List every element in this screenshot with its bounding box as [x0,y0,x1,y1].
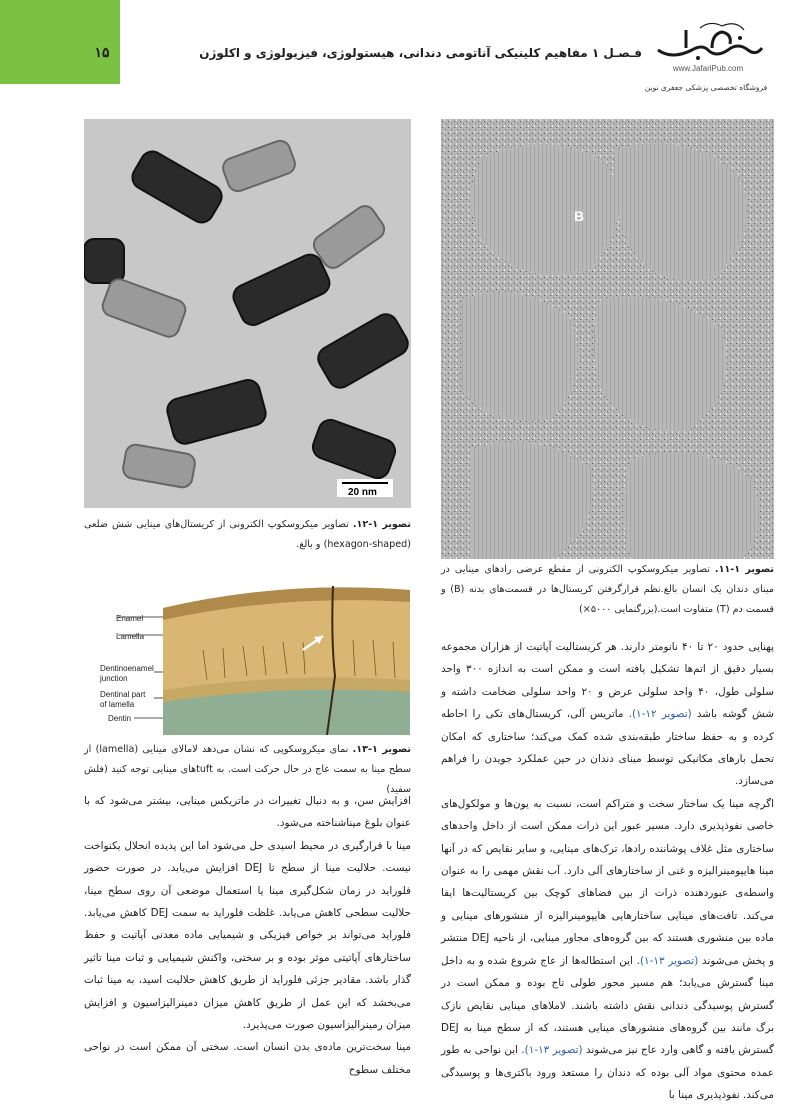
paragraph: پهنایی حدود ۲۰ تا ۴۰ نانومتر دارند. هر کریستالیت آپاتیت از هزاران مجموعه بسیار دقیق از اتم‌ها تشکیل یافته است و ممکن است به اندازه ۳۰۰ واحد سلولی طول، ۴۰ واحد سلولی عرض و ۲۰ واحد سلولی ضخامت داشته و شش گوشه باشد (تصویر ۱۲-۱). ماتریس آلی، کریستال‌های تکی را احاطه کرده و به حفظ ساختار طبقه‌بندی شده کمک می‌کند؛ ساختاری که امکان تحمل بارهای مکانیکی توسط مینای دندان در حین عملکرد جویدن را فراهم می‌سازد. [441,641,775,788]
figure-12-caption-text: تصاویر میکروسکوپ الکترونی از کریستال‌های مینایی شش ضلعی (hexagon-shaped) و بالغ. [84,519,411,550]
page-number-box [0,0,120,84]
paragraph: افزایش سن، و به دنبال تغییرات در ماتریکس مینایی، بیشتر می‌شود که با عنوان بلوغ میناشناخته می‌شود. [84,795,411,830]
running-head: فـصـل ۱ مفاهیم کلینیکی آناتومی دندانی، هیستولوژی، فیزیولوژی و اکلوژن [199,46,642,60]
paragraph: مینا سخت‌ترین ماده‌ی بدن انسان است. سختی آن ممکن است در نواحی مختلف سطوح [84,1041,411,1076]
figure-11-caption [441,560,774,620]
figure-reference-link[interactable]: (تصویر ۱۳-۱) [639,954,699,967]
label-enamel: Enamel [116,614,144,623]
label-dentinal-part: Dentinal part of lamella [100,690,146,709]
figure-11-label-b: B [574,208,585,224]
logo-tagline: فروشگاه تخصصی پزشکی جعفری نوین [644,83,768,92]
label-dentin: Dentin [108,714,132,723]
left-body-column [84,790,411,1081]
scale-bar-label: 20 nm [348,487,377,498]
figure-12-micrograph [84,119,411,508]
label-dentinoenamel-junction: Dentinoenamel junction [100,664,154,683]
figure-13-leader-lines [84,600,166,730]
figure-12-caption-title: تصویر ۱-۱۲. [352,519,411,530]
paragraph: اگرچه مینا یک ساختار سخت و متراکم است، نسبت به یون‌ها و مولکول‌های خاصی نفوذپذیری دارد. مسیر عبور این ذرات ممکن است از داخل واحدهای ساختاری مثل غلاف پوشاننده رادها، ترک‌های مینایی، و سایر نقایص که در آنها مینا هایپومینرالیزه و غنی از ساختارهای آلی دارد. آب نقش مهمی را به عنوان واسطه‌ی عبوردهنده ذرات از بین فضاهای کوچک بین کریستالیت‌ها ایفا می‌کند. تافت‌های مینایی ساختارهایی هایپومینرالیزه از منشورهای مینایی و ماده بین منشوری هستند که بین گروه‌های مجاور مینایی، از ناحیه DEJ منتشر و پخش می‌شوند (تصویر ۱۳-۱). این استطاله‌ها از عاج شروع شده و به داخل مینا گسترش می‌یابد؛ هم مسیر محور طولی تاج بوده و ممکن است در گسترش پوسیدگی دندانی نقش داشته باشند. لاملاهای مینایی نقایص نازک برگ مانند بین گروه‌های منشورهای مینایی هستند، که از سطح مینا به DEJ گسترش یافته و گاهی وارد عاج نیز می‌شوند (تصویر ۱۳-۱). این نواحی به طور عمده محتوی مواد آلی بوده که دندان را مستعد ورود باکتری‌ها و پوسیدگی می‌کند. نفوذپذیری مینا با [441,797,774,1102]
figure-12-caption [84,515,411,555]
page-number: ۱۵ [94,44,110,60]
figure-11-caption-title: تصویر ۱-۱۱. [714,564,775,575]
label-lamella: Lamella [116,632,145,641]
figure-13-micrograph [163,580,410,735]
logo-url: www.JafariPub.com [672,64,744,73]
figure-13-caption-title: تصویر ۱-۱۳. [352,744,412,755]
paragraph: مینا با قرارگیری در محیط اسیدی حل می‌شود اما این پدیده انحلال یکنواخت نیست. حلالیت مینا از سطح تا DEJ افزایش می‌یابد. در صورت حضور فلوراید در زمان شکل‌گیری مینا یا استعمال موضعی آن روی سطح مینا، حلالیت سطحی کاهش می‌یابد. غلظت فلوراید به سمت DEJ کاهش می‌یابد. فلوراید می‌تواند بر خواص فیزیکی و شیمیایی ماده معدنی آپاتیت و حفظ ساختارهای آپاتیتی موثر بوده و بر سختی، واکنش شیمیایی و ثبات مینا تاثیر گذار باشد. مقادیر جزئی فلوراید از طریق کاهش حلالیت اسید، به مینا ثبات می‌بخشد که این عمل از طریق کاهش میزان دمینرالیزاسیون و افزایش میزان رمینرالیزاسیون صورت می‌پذیرد. [84,839,412,1032]
figure-11-caption-text: تصاویر میکروسکوپ الکترونی از مقطع عرضی رادهای مینایی در مینای دندان یک انسان بالغ.نظم قرارگرفتن کریستال‌ها در قسمت‌های بدنه (B) و قسمت دم (T) متفاوت است.(بزرگنمایی ۵۰۰۰×) [441,564,774,615]
figure-11-micrograph [441,119,774,559]
figure-reference-link[interactable]: (تصویر ۱۳-۱) [524,1044,583,1057]
figure-reference-link[interactable]: (تصویر ۱۲-۱) [631,708,692,721]
right-body-column [441,636,774,1107]
figure-13-caption-text: نمای میکروسکوپی که نشان می‌دهد لامالای مینایی (lamella) از سطح مینا به سمت عاج در حال حرکت است. به tuftهای مینایی توجه کنید (فلش سفید) [84,744,411,795]
